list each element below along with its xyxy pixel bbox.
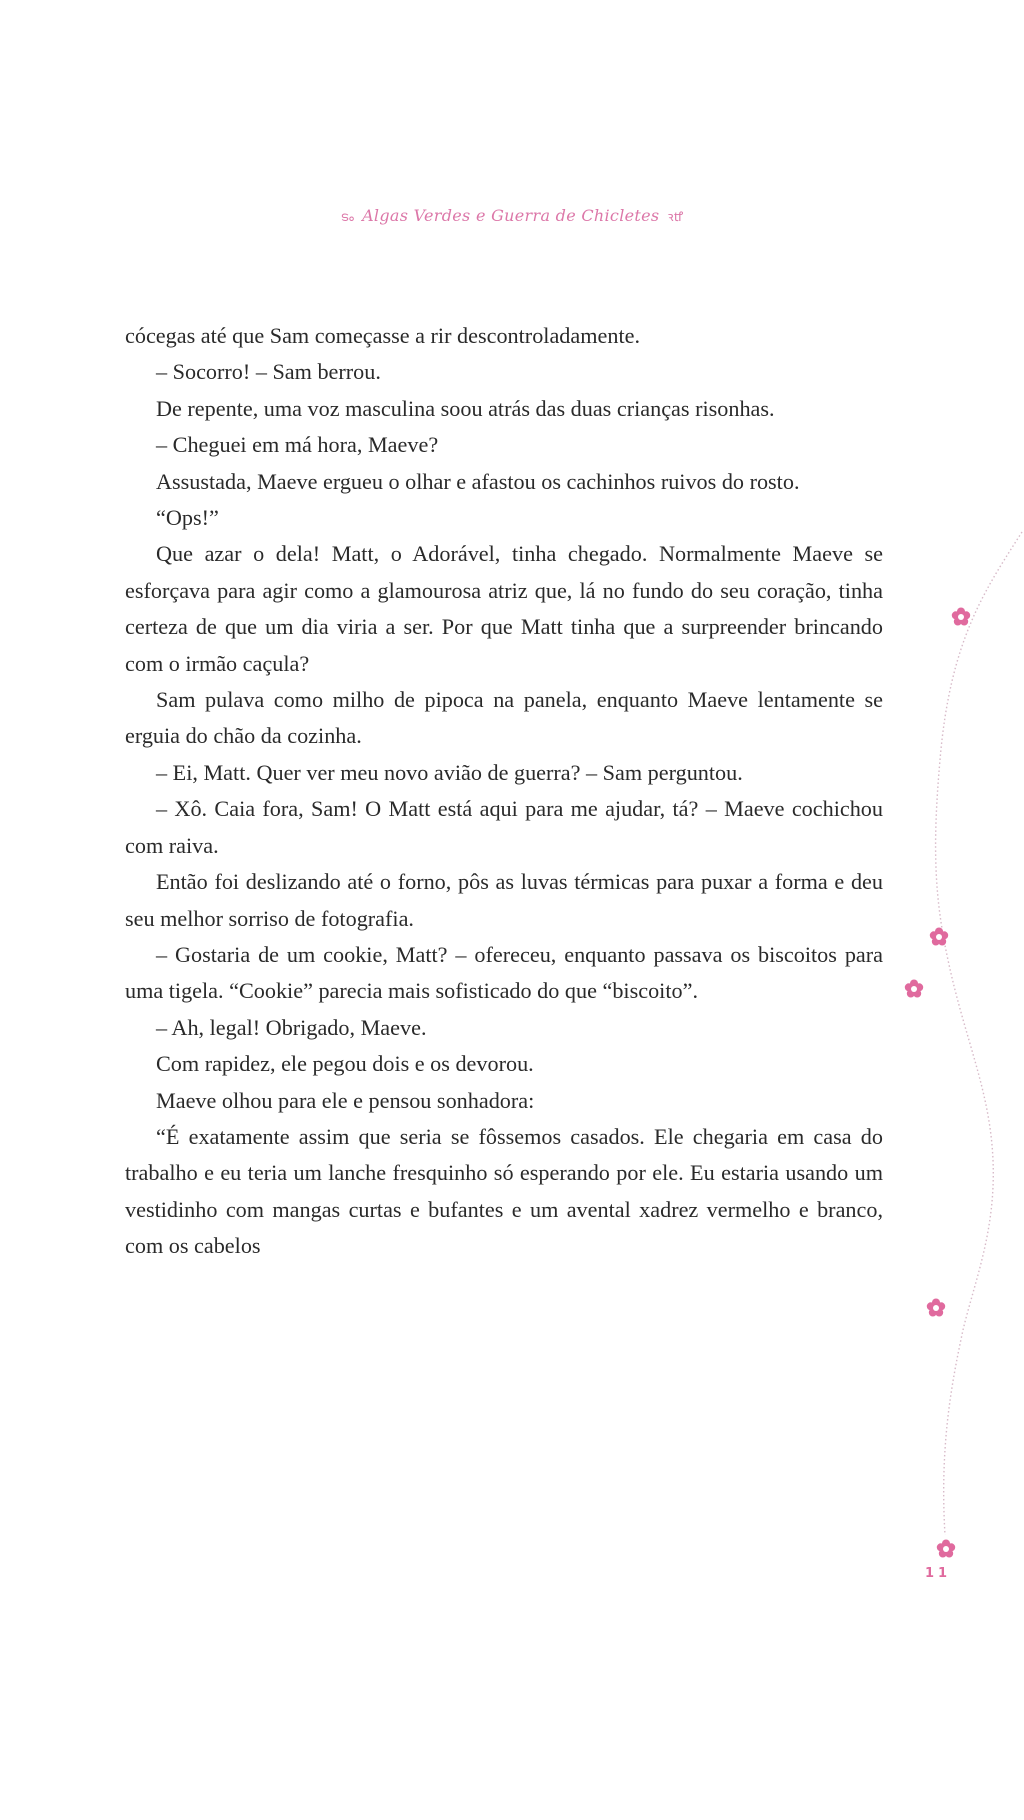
- paragraph: – Socorro! – Sam berrou.: [156, 359, 381, 385]
- paragraph: Com rapidez, ele pegou dois e os devorou.: [156, 1051, 534, 1077]
- chapter-body-text: [125, 318, 883, 1265]
- paragraph: – Ah, legal! Obrigado, Maeve.: [156, 1014, 427, 1040]
- paragraph: cócegas até que Sam começasse a rir descontroladamente.: [125, 323, 641, 348]
- paragraph: – Gostaria de um cookie, Matt? – ofereceu, enquanto passava os biscoitos para uma tigela. “Cookie” parecia mais sofisticado do que “biscoito”.: [125, 941, 883, 1004]
- book-title: Algas Verdes e Guerra de Chicletes: [362, 206, 660, 225]
- flower-icon: [928, 926, 950, 948]
- paragraph: “Ops!”: [156, 505, 219, 531]
- paragraph: Sam pulava como milho de pipoca na panela, enquanto Maeve lentamente se erguia do chão da cozinha.: [125, 687, 883, 749]
- paragraph: “É exatamente assim que seria se fôssemos casados. Ele chegaria em casa do trabalho e eu teria um lanche fresquinho só esperando por ele. Eu estaria usando um vestidinho com mangas curtas e bufantes e um avental xadrez vermelho e branco, com os cabelos: [125, 1123, 883, 1259]
- flower-icon: [903, 978, 925, 1000]
- right-flourish-ornament: ꝛꝷ: [667, 210, 684, 225]
- running-header: [0, 206, 1024, 225]
- flower-icon: [925, 1297, 947, 1319]
- paragraph: De repente, uma voz masculina soou atrás das duas crianças risonhas.: [156, 395, 775, 421]
- paragraph: Que azar o dela! Matt, o Adorável, tinha chegado. Normalmente Maeve se esforçava para agir como a glamourosa atriz que, lá no fundo do seu coração, tinha certeza de que um dia viria a ser. Por que Matt tinha que a surpreender brincando com o irmão caçula?: [125, 541, 883, 676]
- paragraph: – Cheguei em má hora, Maeve?: [156, 432, 439, 458]
- left-flourish-ornament: ടം: [340, 210, 355, 225]
- flower-icon: [935, 1538, 957, 1560]
- paragraph: Assustada, Maeve ergueu o olhar e afastou os cachinhos ruivos do rosto.: [156, 468, 800, 494]
- paragraph: Então foi deslizando até o forno, pôs as luvas térmicas para puxar a forma e deu seu melhor sorriso de fotografia.: [125, 869, 883, 931]
- paragraph: – Ei, Matt. Quer ver meu novo avião de guerra? – Sam perguntou.: [156, 759, 743, 785]
- paragraph: – Xô. Caia fora, Sam! O Matt está aqui para me ajudar, tá? – Maeve cochichou com raiva.: [125, 796, 883, 858]
- paragraph: Maeve olhou para ele e pensou sonhadora:: [156, 1087, 535, 1113]
- flower-icon: [950, 606, 972, 628]
- page-number: 11: [924, 1566, 952, 1581]
